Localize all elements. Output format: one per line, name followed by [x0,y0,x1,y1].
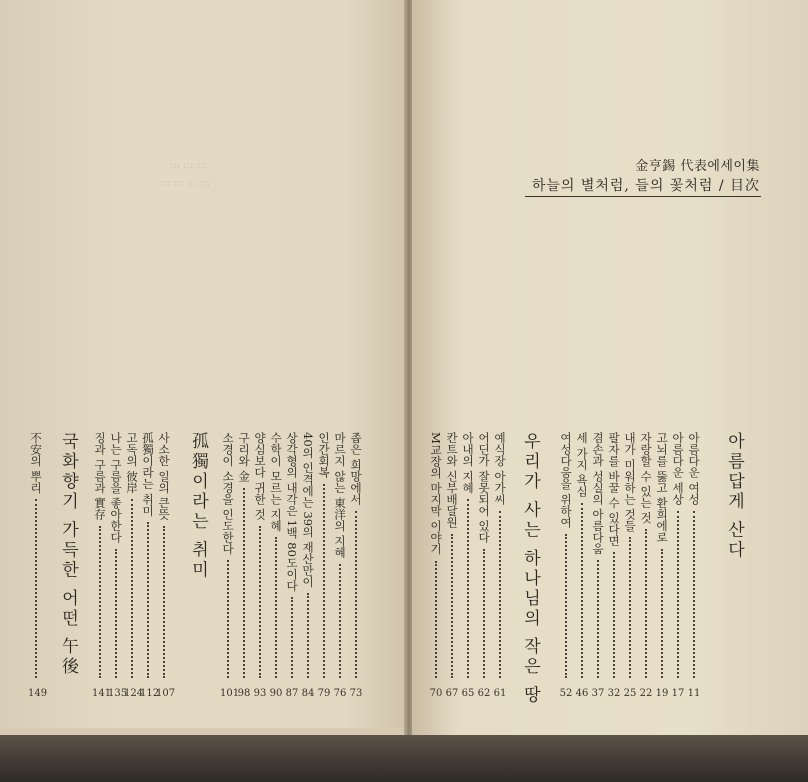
page-number: 84 [301,688,315,699]
toc-entry[interactable]: 사소한 일의 큰뜻 [156,432,172,684]
page-number: 67 [445,688,459,699]
toc-entry[interactable]: 마르지 않는 東洋의 지혜 [332,432,348,684]
page-number: 87 [285,688,299,699]
page-number: 22 [639,688,653,699]
page-number: 37 [591,688,605,699]
toc-entry[interactable]: 좁은 희망에서 [348,432,364,684]
toc-entry[interactable]: 팔자를 바꿀 수 있다면 [606,432,622,684]
page-number: 25 [623,688,637,699]
left-page: ::: ::: ::: ::: ::: ::: ::: [0,0,408,782]
header-rule [525,196,761,197]
page-number: 149 [28,688,48,699]
toc-entry[interactable]: 不安의 뿌리 [28,432,44,684]
toc-entry[interactable]: 나는 구름을 좋아한다 [108,432,124,684]
toc-entry[interactable]: 예식장 아가씨 [492,432,508,684]
page-number: 73 [349,688,363,699]
toc-entry[interactable]: 孤獨이라는 취미 [140,432,156,684]
page-number: 93 [253,688,267,699]
toc-entry[interactable]: M교장의 마지막 이야기 [428,432,444,684]
toc-entry[interactable]: 양심보다 귀한 것 [252,432,268,684]
page-number: 124 [124,688,144,699]
toc-entry[interactable]: 세 가지 욕심 [574,432,590,684]
page-number: 112 [140,688,160,699]
page-number: 79 [317,688,331,699]
page-number: 70 [429,688,443,699]
toc-entry[interactable]: 40의 인격에는 39의 재산만이 [300,432,316,684]
page-number: 101 [220,688,240,699]
toc-entry[interactable]: 고뇌를 뚫고 환희에로 [654,432,670,684]
section-title-2: 우리가 사는 하나님의 작은 땅 [520,432,540,706]
toc-entry[interactable]: 구리와 金 [236,432,252,684]
toc-entry[interactable]: 징과 구름과 實存 [92,432,108,684]
toc-entry[interactable]: 인간회복 [316,432,332,684]
section-title-1: 아름답게 산다 [724,432,744,561]
page-number: 135 [108,688,128,699]
book-title: 하늘의 별처럼, 들의 꽃처럼 / 目次 [531,178,760,194]
toc-entry[interactable]: 아름다운 여성 [686,432,702,684]
page-number: 19 [655,688,669,699]
page-number: 46 [575,688,589,699]
series-title: 金亨錫 代表에세이集 [635,159,760,174]
toc-entry[interactable]: 수학이 모르는 지혜 [268,432,284,684]
page-number: 76 [333,688,347,699]
page-number: 32 [607,688,621,699]
toc-entry[interactable]: 자랑할 수 있는 것 [638,432,654,684]
toc-entry[interactable]: 상각형의 내각은 1백 80도이다 [284,432,300,684]
page-number: 17 [671,688,685,699]
toc-entry[interactable]: 어딘가 잘못되어 있다 [476,432,492,684]
section-title-4: 국화향기 가득한 어떤 午後 [58,432,78,678]
toc-entry[interactable]: 내가 미워하는 것들 [622,432,638,684]
background [0,735,808,782]
toc-entry[interactable]: 고독의 彼岸 [124,432,140,684]
page-number: 11 [687,688,701,699]
page-number: 141 [92,688,112,699]
page-number: 52 [559,688,573,699]
toc-entry[interactable]: 겸손과 성실의 아름다움 [590,432,606,684]
page-number: 107 [156,688,176,699]
page-number: 98 [237,688,251,699]
toc-entry[interactable]: 아내의 지혜 [460,432,476,684]
page-number: 65 [461,688,475,699]
page-number: 90 [269,688,283,699]
toc-entry[interactable]: 소경이 소경을 인도한다 [220,432,236,684]
toc-entry[interactable]: 여성다움을 위하여 [558,432,574,684]
toc-entry[interactable]: 칸트와 신부배달원 [444,432,460,684]
page-number: 61 [493,688,507,699]
section-title-3: 孤獨이라는 취미 [188,432,208,581]
page-number: 62 [477,688,491,699]
toc-entry[interactable]: 아름다운 세상 [670,432,686,684]
